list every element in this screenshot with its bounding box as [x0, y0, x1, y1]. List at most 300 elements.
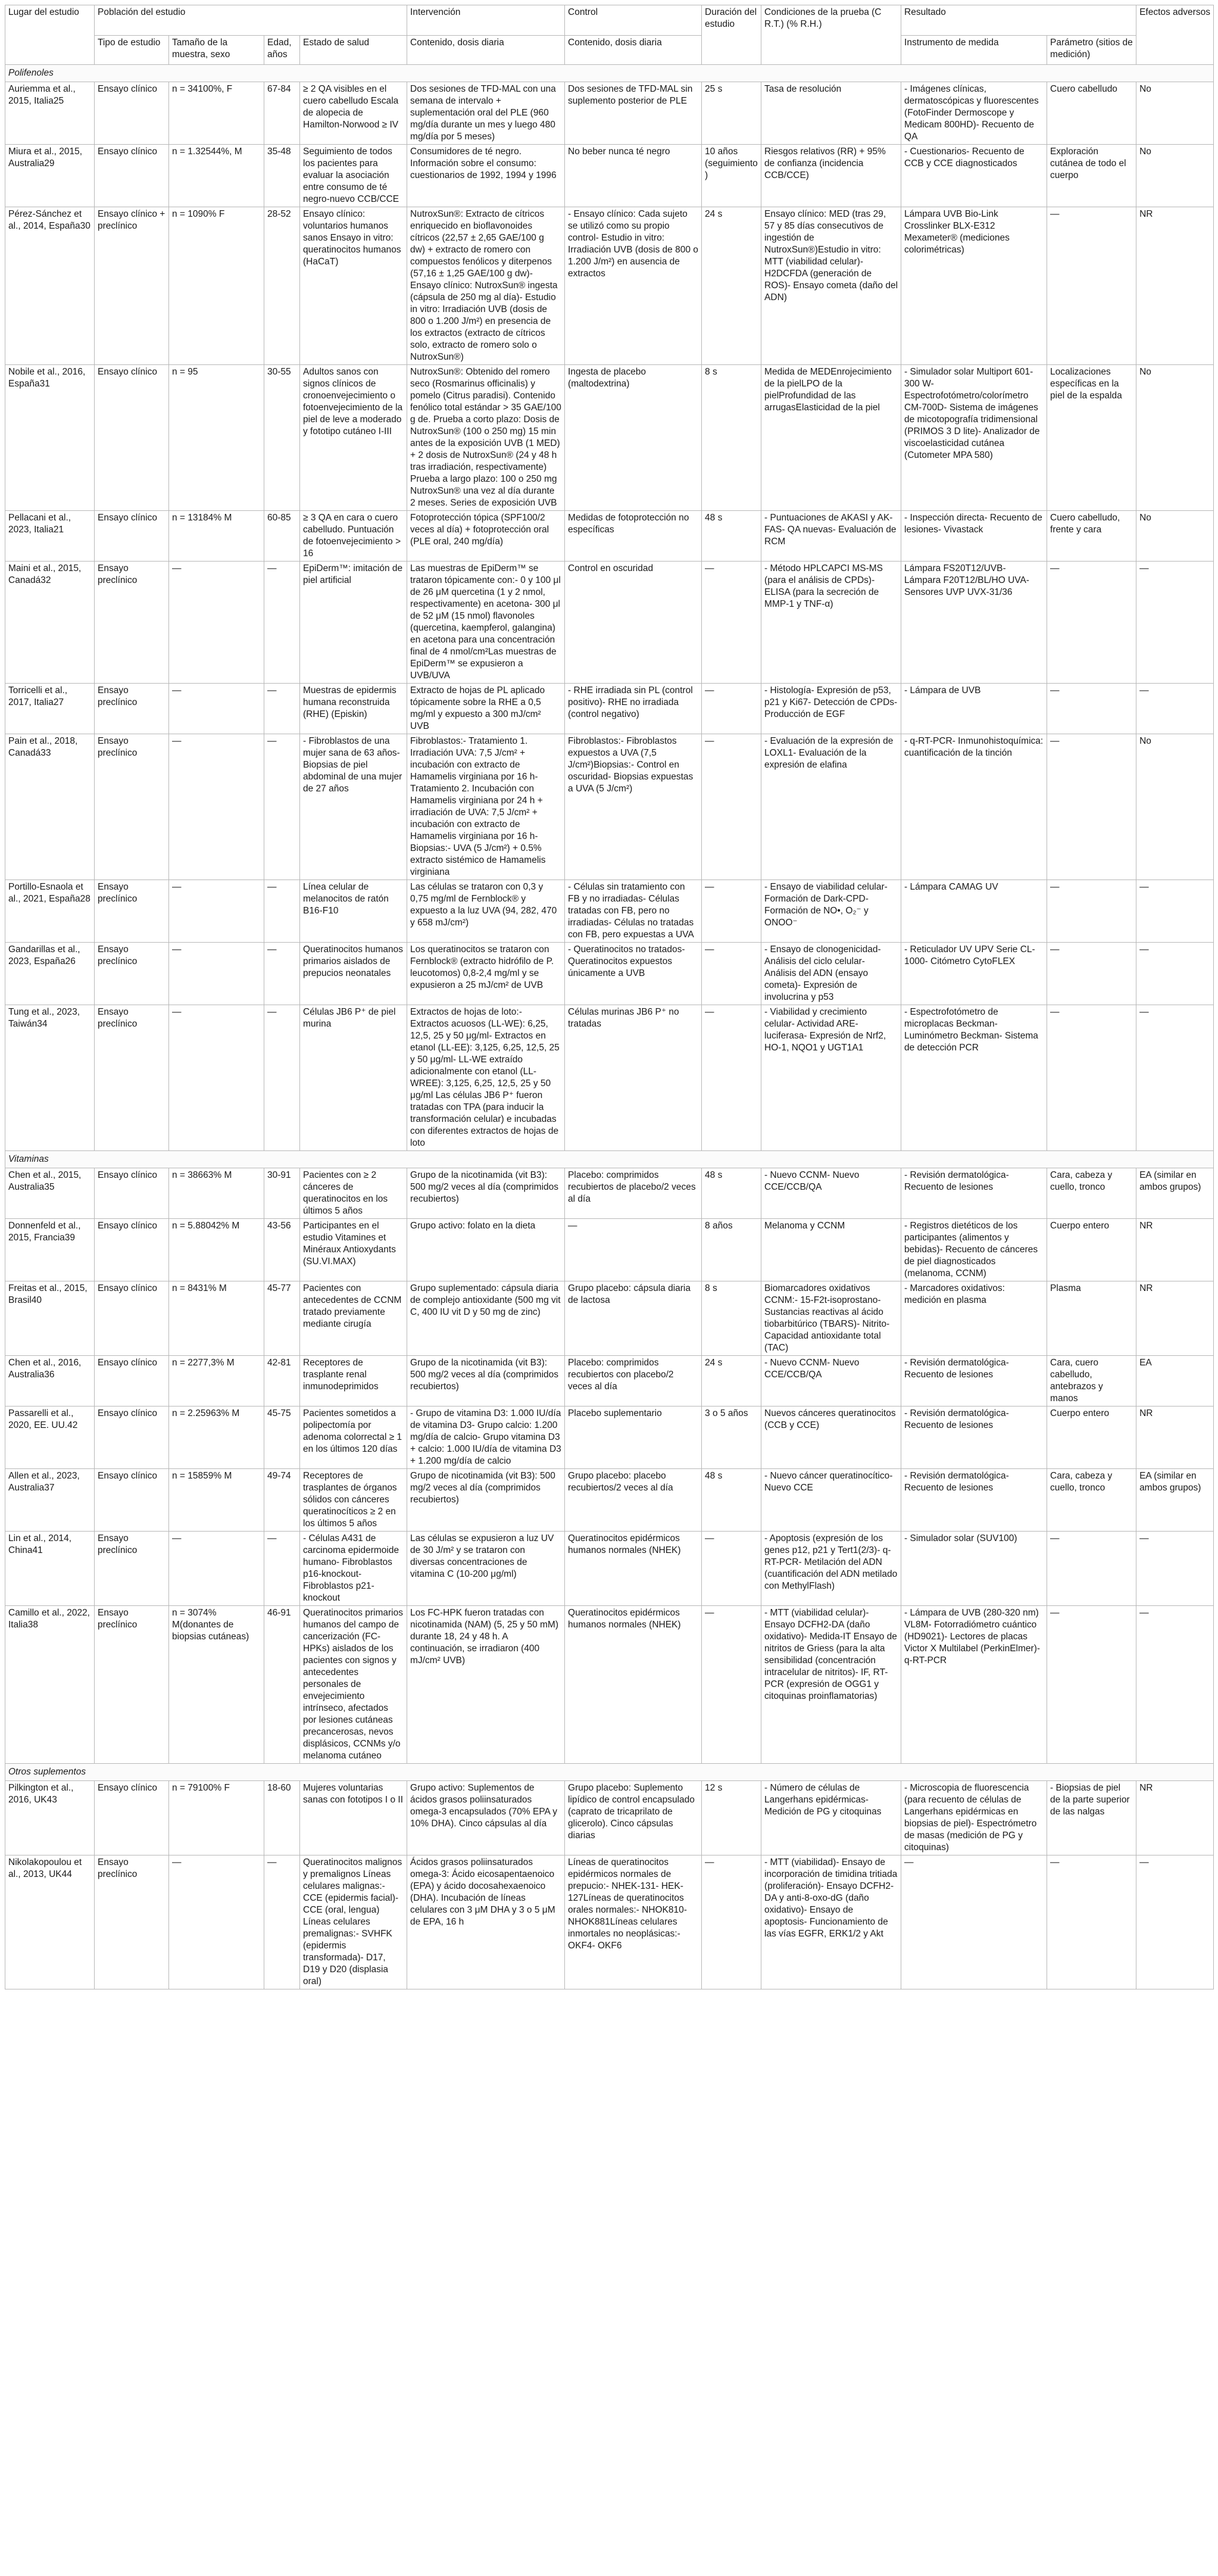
table-cell: Placebo: comprimidos recubiertos con placebo/2 veces al día [565, 1356, 702, 1406]
table-cell: Pilkington et al., 2016, UK43 [5, 1781, 95, 1855]
header-lugar: Lugar del estudio [5, 5, 95, 65]
table-cell: - Viabilidad y crecimiento celular- Actividad ARE-luciferasa- Expresión de Nrf2, HO-1, NQO1 y UGT1A1 [761, 1005, 901, 1151]
table-cell: - Puntuaciones de AKASI y AK-FAS- QA nuevas- Evaluación de RCM [761, 511, 901, 562]
table-cell: — [169, 1532, 264, 1606]
table-cell: Gandarillas et al., 2023, España26 [5, 943, 95, 1005]
table-cell: — [169, 943, 264, 1005]
table-cell: — [264, 684, 300, 734]
table-cell: No [1136, 365, 1214, 511]
table-cell: — [264, 1005, 300, 1151]
table-row [5, 1781, 1214, 1855]
table-row [5, 880, 1214, 943]
table-cell: Medida de MEDEnrojecimiento de la pielLPO de la pielProfundidad de las arrugasElasticidad de la piel [761, 365, 901, 511]
table-cell: — [1136, 943, 1214, 1005]
table-cell: - Cuestionarios- Recuento de CCB y CCE diagnosticados [901, 145, 1047, 207]
table-cell: 48 s [702, 1469, 761, 1532]
table-cell: Pacientes con antecedentes de CCNM tratado previamente mediante cirugía [300, 1281, 407, 1356]
table-cell: 28-52 [264, 207, 300, 365]
table-cell: Cara, cabeza y cuello, tronco [1047, 1168, 1136, 1219]
table-row [5, 1281, 1214, 1356]
table-row [5, 1469, 1214, 1532]
table-cell: - Espectrofotómetro de microplacas Beckman- Luminómetro Beckman- Sistema de detección PCR [901, 1005, 1047, 1151]
table-cell: - Lámpara CAMAG UV [901, 880, 1047, 943]
table-cell: - Reticulador UV UPV Serie CL-1000- Citómetro CytoFLEX [901, 943, 1047, 1005]
table-cell: - Nuevo CCNM- Nuevo CCE/CCB/QA [761, 1168, 901, 1219]
header-resultado: Resultado [901, 5, 1136, 36]
table-cell: - Células sin tratamiento con FB y no irradiadas- Células tratadas con FB, pero no irradiadas- Células no tratadas con FB, pero expuestas a UVA [565, 880, 702, 943]
table-cell: n = 8431% M [169, 1281, 264, 1356]
table-row [5, 1168, 1214, 1219]
table-cell: n = 13184% M [169, 511, 264, 562]
table-cell: 24 s [702, 1356, 761, 1406]
table-cell: — [702, 684, 761, 734]
table-cell: - RHE irradiada sin PL (control positivo)- RHE no irradiada (control negativo) [565, 684, 702, 734]
table-cell: Nuevos cánceres queratinocitos (CCB y CCE) [761, 1406, 901, 1469]
table-cell: Lámpara FS20T12/UVB- Lámpara F20T12/BL/HO UVA- Sensores UVP UVX-31/36 [901, 562, 1047, 684]
table-cell: Pain et al., 2018, Canadá33 [5, 734, 95, 880]
table-cell: 12 s [702, 1781, 761, 1855]
table-cell: - Revisión dermatológica- Recuento de lesiones [901, 1356, 1047, 1406]
table-cell: — [1047, 1005, 1136, 1151]
table-cell: ≥ 3 QA en cara o cuero cabelludo. Puntuación de fotoenvejecimiento > 16 [300, 511, 407, 562]
table-cell: — [1136, 1005, 1214, 1151]
table-cell: - Marcadores oxidativos: medición en plasma [901, 1281, 1047, 1356]
table-cell: 49-74 [264, 1469, 300, 1532]
table-cell: Torricelli et al., 2017, Italia27 [5, 684, 95, 734]
table-cell: NR [1136, 1281, 1214, 1356]
table-row [5, 511, 1214, 562]
header-edad: Edad, años [264, 36, 300, 65]
table-cell: n = 15859% M [169, 1469, 264, 1532]
table-cell: Grupo activo: Suplementos de ácidos grasos poliinsaturados omega-3 encapsulados (70% EPA y 10% DHA). Cinco cápsulas al día [407, 1781, 565, 1855]
table-cell: - Apoptosis (expresión de los genes p12, p21 y Tert1(2/3)- q-RT-PCR- Metilación del ADN (cuantificación del ADN metilado con MethylFlash) [761, 1532, 901, 1606]
table-cell: EA [1136, 1356, 1214, 1406]
table-cell: Queratinocitos epidérmicos humanos normales (NHEK) [565, 1606, 702, 1764]
table-cell: — [702, 1606, 761, 1764]
table-cell: Grupo placebo: cápsula diaria de lactosa [565, 1281, 702, 1356]
header-estado: Estado de salud [300, 36, 407, 65]
table-cell: - Revisión dermatológica- Recuento de lesiones [901, 1168, 1047, 1219]
header-parametro: Parámetro (sitios de medición) [1047, 36, 1136, 65]
table-cell: 24 s [702, 207, 761, 365]
table-cell: Cuerpo entero [1047, 1219, 1136, 1281]
table-cell: Pacientes sometidos a polipectomía por adenoma colorrectal ≥ 1 en los últimos 120 días [300, 1406, 407, 1469]
table-cell: — [1136, 1532, 1214, 1606]
table-cell: Grupo suplementado: cápsula diaria de complejo antioxidante (500 mg vit C, 400 IU vit D y 50 mg de zinc) [407, 1281, 565, 1356]
table-cell: Ensayo preclínico [95, 562, 169, 684]
group-label: Vitaminas [5, 1151, 1214, 1168]
table-cell: - Grupo de vitamina D3: 1.000 IU/día de vitamina D3- Grupo calcio: 1.200 mg/día de calcio- Grupo vitamina D3 + calcio: 1.000 IU/día de vitamina D3 + 1.200 mg/día de calcio [407, 1406, 565, 1469]
table-cell: Passarelli et al., 2020, EE. UU.42 [5, 1406, 95, 1469]
table-cell: NR [1136, 1219, 1214, 1281]
table-cell: Consumidores de té negro. Información sobre el consumo: cuestionarios de 1992, 1994 y 1996 [407, 145, 565, 207]
table-cell: — [264, 880, 300, 943]
table-cell: Riesgos relativos (RR) + 95% de confianza (incidencia CCB/CCE) [761, 145, 901, 207]
table-cell: 10 años (seguimiento) [702, 145, 761, 207]
table-cell: — [1047, 880, 1136, 943]
table-cell: Seguimiento de todos los pacientes para evaluar la asociación entre consumo de té negro-nuevo CCB/CCE [300, 145, 407, 207]
table-cell: - Biopsias de piel de la parte superior de las nalgas [1047, 1781, 1136, 1855]
table-cell: — [1047, 734, 1136, 880]
table-cell: — [565, 1219, 702, 1281]
table-cell: n = 5.88042% M [169, 1219, 264, 1281]
table-cell: Cara, cabeza y cuello, tronco [1047, 1469, 1136, 1532]
table-cell: — [169, 734, 264, 880]
table-cell: — [1136, 880, 1214, 943]
table-cell: NutroxSun®: Obtenido del romero seco (Rosmarinus officinalis) y pomelo (Citrus paradisi). Contenido fenólico total estándar > 35 GAE/100 g de. Prueba a corto plazo: Dosis de NutroxSun® (100 o 250 mg) 15 min antes de la exposición UVB (1 MED) + 2 dosis de NutroxSun® (24 y 48 h tras irradiación, respectivamente) Prueba a largo plazo: 100 o 250 mg NutroxSun® una vez al día durante 2 meses. Series de exposición UVB [407, 365, 565, 511]
table-cell: Queratinocitos malignos y premalignos Líneas celulares malignas:- CCE (epidermis facial)- CCE (oral, lengua) Líneas celulares premalignas:- SVHFK (epidermis transformada)- D17, D19 y D20 (displasia oral) [300, 1855, 407, 1989]
table-row [5, 1855, 1214, 1989]
table-cell: - Fibroblastos de una mujer sana de 63 años- Biopsias de piel abdominal de una mujer de 27 años [300, 734, 407, 880]
table-cell: - Histología- Expresión de p53, p21 y Ki67- Detección de CPDs- Producción de EGF [761, 684, 901, 734]
table-cell: — [702, 1855, 761, 1989]
table-cell: Grupo placebo: Suplemento lipídico de control encapsulado (caprato de tricaprilato de glicerolo). Cinco cápsulas diarias [565, 1781, 702, 1855]
table-cell: — [1136, 684, 1214, 734]
table-cell: Biomarcadores oxidativos CCNM:- 15-F2t-isoprostano- Sustancias reactivas al ácido tiobarbitúrico (TBARS)- Nitrito- Capacidad antioxidante total (TAC) [761, 1281, 901, 1356]
table-cell: n = 3074% M(donantes de biopsias cutáneas) [169, 1606, 264, 1764]
table-cell: — [1047, 943, 1136, 1005]
table-cell: Ensayo clínico [95, 511, 169, 562]
table-cell: 18-60 [264, 1781, 300, 1855]
header-control: Control [565, 5, 702, 36]
table-cell: — [702, 880, 761, 943]
table-cell: - Imágenes clínicas, dermatoscópicas y fluorescentes (FotoFinder Dermoscope y Medicam 800HD)- Recuento de QA [901, 82, 1047, 145]
table-cell: — [702, 1005, 761, 1151]
table-cell: n = 34100%, F [169, 82, 264, 145]
table-cell: Muestras de epidermis humana reconstruida (RHE) (Episkin) [300, 684, 407, 734]
table-cell: Ácidos grasos poliinsaturados omega-3: Ácido eicosapentaenoico (EPA) y ácido docosahexaenoico (DHA). Incubación de líneas celulares con 3 μM DHA y 3 o 5 μM de EPA, 16 h [407, 1855, 565, 1989]
table-cell: - Número de células de Langerhans epidérmicas- Medición de PG y citoquinas [761, 1781, 901, 1855]
table-cell: - Nuevo cáncer queratinocítico- Nuevo CCE [761, 1469, 901, 1532]
header-row-top [5, 5, 1214, 36]
table-cell: Cuero cabelludo [1047, 82, 1136, 145]
table-cell: — [1047, 1855, 1136, 1989]
table-cell: — [169, 684, 264, 734]
table-row [5, 562, 1214, 684]
header-tamano: Tamaño de la muestra, sexo [169, 36, 264, 65]
table-cell: Extracto de hojas de PL aplicado tópicamente sobre la RHE a 0,5 mg/ml y expuesto a 300 mJ/cm² UVB [407, 684, 565, 734]
table-cell: Pacientes con ≥ 2 cánceres de queratinocitos en los últimos 5 años [300, 1168, 407, 1219]
table-cell: Nikolakopoulou et al., 2013, UK44 [5, 1855, 95, 1989]
table-cell: Ensayo preclínico [95, 943, 169, 1005]
table-body [5, 65, 1214, 1989]
table-cell: Grupo de nicotinamida (vit B3): 500 mg/2 veces al día (comprimidos recubiertos) [407, 1469, 565, 1532]
table-cell: 45-77 [264, 1281, 300, 1356]
table-row [5, 82, 1214, 145]
table-cell: Ensayo clínico [95, 365, 169, 511]
table-cell: Ensayo preclínico [95, 1005, 169, 1151]
table-row [5, 1005, 1214, 1151]
table-cell: - MTT (viabilidad)- Ensayo de incorporación de timidina tritiada (proliferación)- Ensayo DCFH2-DA y anti-8-oxo-dG (daño oxidativo)- Ensayo de apoptosis- Funcionamiento de las vías EGFR, ERK1/2 y Akt [761, 1855, 901, 1989]
table-cell: NR [1136, 207, 1214, 365]
table-cell: 46-91 [264, 1606, 300, 1764]
table-cell: Dos sesiones de TFD-MAL con una semana de intervalo + suplementación oral del PLE (960 mg/día durante un mes y luego 480 mg/día por 5 meses) [407, 82, 565, 145]
table-cell: — [1047, 684, 1136, 734]
table-cell: Ensayo clínico: voluntarios humanos sanos Ensayo in vitro: queratinocitos humanos (HaCaT) [300, 207, 407, 365]
table-cell: — [1047, 562, 1136, 684]
table-cell: 30-55 [264, 365, 300, 511]
table-cell: - Revisión dermatológica- Recuento de lesiones [901, 1469, 1047, 1532]
table-cell: — [169, 1005, 264, 1151]
table-row [5, 1606, 1214, 1764]
table-cell: n = 2.25963% M [169, 1406, 264, 1469]
table-row [5, 943, 1214, 1005]
table-cell: Los FC-HPK fueron tratadas con nicotinamida (NAM) (5, 25 y 50 mM) durante 18, 24 y 48 h. A continuación, se irradiaron (400 mJ/cm² UVB) [407, 1606, 565, 1764]
table-cell: - Inspección directa- Recuento de lesiones- Vivastack [901, 511, 1047, 562]
table-cell: 48 s [702, 1168, 761, 1219]
table-cell: No [1136, 511, 1214, 562]
table-cell: — [702, 943, 761, 1005]
table-cell: Fibroblastos:- Tratamiento 1. Irradiación UVA: 7,5 J/cm² + incubación con extracto de Hamamelis virginiana por 16 h- Tratamiento 2. Incubación con Hamamelis virginiana por 24 h + irradiación de UVA: 7,5 J/cm² + incubación con extracto de Hamamelis virginiana por 16 h- Biopsias:- UVA (5 J/cm²) + 0.5% extracto sistémico de Hamamelis virginiana [407, 734, 565, 880]
table-cell: n = 1090% F [169, 207, 264, 365]
table-cell: - Lámpara de UVB [901, 684, 1047, 734]
table-cell: Ensayo clínico [95, 1168, 169, 1219]
table-cell: Allen et al., 2023, Australia37 [5, 1469, 95, 1532]
table-cell: Fotoprotección tópica (SPF100/2 veces al día) + fotoprotección oral (PLE oral, 240 mg/día) [407, 511, 565, 562]
table-cell: Camillo et al., 2022, Italia38 [5, 1606, 95, 1764]
table-cell: Control en oscuridad [565, 562, 702, 684]
table-row [5, 207, 1214, 365]
table-cell: Ensayo clínico [95, 1781, 169, 1855]
table-cell: — [264, 734, 300, 880]
table-cell: Placebo: comprimidos recubiertos de placebo/2 veces al día [565, 1168, 702, 1219]
table-cell: Ensayo clínico [95, 1281, 169, 1356]
header-condiciones: Condiciones de la prueba (C R.T.) (% R.H.) [761, 5, 901, 65]
table-cell: — [1047, 1606, 1136, 1764]
table-cell: Ensayo clínico [95, 1406, 169, 1469]
table-cell: n = 1.32544%, M [169, 145, 264, 207]
header-poblacion: Población del estudio [95, 5, 407, 36]
table-cell: Pérez-Sánchez et al., 2014, España30 [5, 207, 95, 365]
table-cell: No [1136, 145, 1214, 207]
table-cell: Grupo activo: folato en la dieta [407, 1219, 565, 1281]
table-cell: 43-56 [264, 1219, 300, 1281]
group-row [5, 1764, 1214, 1781]
table-cell: Queratinocitos primarios humanos del campo de cancerización (FC-HPKs) aislados de los pacientes con signos y antecedentes personales de envejecimiento intrínseco, afectados por lesiones cutáneas precancerosas, nevos displásicos, CCNMs y/o melanoma cutáneo [300, 1606, 407, 1764]
table-cell: Cara, cuero cabelludo, antebrazos y manos [1047, 1356, 1136, 1406]
table-cell: Células JB6 P⁺ de piel murina [300, 1005, 407, 1151]
table-cell: NR [1136, 1406, 1214, 1469]
table-cell: n = 2277,3% M [169, 1356, 264, 1406]
table-cell: Medidas de fotoprotección no específicas [565, 511, 702, 562]
group-row [5, 1151, 1214, 1168]
table-cell: Línea celular de melanocitos de ratón B16-F10 [300, 880, 407, 943]
table-cell: 48 s [702, 511, 761, 562]
table-cell: 45-75 [264, 1406, 300, 1469]
table-cell: - Evaluación de la expresión de LOXL1- Evaluación de la expresión de elafina [761, 734, 901, 880]
table-cell: No beber nunca té negro [565, 145, 702, 207]
table-cell: — [1136, 1606, 1214, 1764]
header-efectos: Efectos adversos [1136, 5, 1214, 65]
table-cell: Grupo de la nicotinamida (vit B3): 500 mg/2 veces al día (comprimidos recubiertos) [407, 1356, 565, 1406]
table-cell: 8 años [702, 1219, 761, 1281]
table-header [5, 5, 1214, 65]
table-cell: — [264, 1532, 300, 1606]
table-row [5, 1219, 1214, 1281]
table-cell: 67-84 [264, 82, 300, 145]
header-row-sub [5, 36, 1214, 65]
table-cell: Receptores de trasplantes de órganos sólidos con cánceres queratinocíticos ≥ 2 en los últimos 5 años [300, 1469, 407, 1532]
table-row [5, 734, 1214, 880]
table-cell: Miura et al., 2015, Australia29 [5, 145, 95, 207]
table-cell: EA (similar en ambos grupos) [1136, 1469, 1214, 1532]
table-cell: — [1136, 1855, 1214, 1989]
table-cell: Las células se trataron con 0,3 y 0,75 mg/ml de Fernblock® y expuesto a la luz UVA (94, 282, 470 y 658 mJ/cm²) [407, 880, 565, 943]
table-cell: - Simulador solar Multiport 601-300 W- Espectrofotómetro/colorímetro CM-700D- Sistema de imágenes de micotopografía tridimensional (PRIMOS 3 D lite)- Analizador de viscoelasticidad cutánea (Cutometer MPA 580) [901, 365, 1047, 511]
table-cell: - Revisión dermatológica- Recuento de lesiones [901, 1406, 1047, 1469]
table-cell: Los queratinocitos se trataron con Fernblock® (extracto hidrófilo de P. leucotomos) 0,8-2,4 mg/ml y se expusieron a 25 mJ/cm² de UVB [407, 943, 565, 1005]
table-cell: — [702, 1532, 761, 1606]
table-cell: Ensayo preclínico [95, 1855, 169, 1989]
table-cell: — [169, 562, 264, 684]
table-cell: Ensayo preclínico [95, 1532, 169, 1606]
table-cell: Adultos sanos con signos clínicos de cronoenvejecimiento o fotoenvejecimiento de la piel de leve a moderado y fototipo cutáneo I-III [300, 365, 407, 511]
table-cell: EA (similar en ambos grupos) [1136, 1168, 1214, 1219]
table-row [5, 1532, 1214, 1606]
table-row [5, 1406, 1214, 1469]
table-cell: Chen et al., 2015, Australia35 [5, 1168, 95, 1219]
table-cell: Queratinocitos epidérmicos humanos normales (NHEK) [565, 1532, 702, 1606]
table-cell: Plasma [1047, 1281, 1136, 1356]
table-row [5, 365, 1214, 511]
table-cell: - Método HPLCAPCI MS-MS (para el análisis de CPDs)- ELISA (para la secreción de MMP-1 y TNF-α) [761, 562, 901, 684]
table-cell: - Queratinocitos no tratados- Queratinocitos expuestos únicamente a UVB [565, 943, 702, 1005]
table-cell: Ensayo clínico [95, 82, 169, 145]
table-cell: Fibroblastos:- Fibroblastos expuestos a UVA (7,5 J/cm²)Biopsias:- Control en oscuridad- Biopsias expuestas a UVA (5 J/cm²) [565, 734, 702, 880]
table-cell: 35-48 [264, 145, 300, 207]
header-duracion: Duración del estudio [702, 5, 761, 65]
table-cell: n = 79100% F [169, 1781, 264, 1855]
table-cell: Tung et al., 2023, Taiwán34 [5, 1005, 95, 1151]
table-cell: Auriemma et al., 2015, Italia25 [5, 82, 95, 145]
table-cell: Lin et al., 2014, China41 [5, 1532, 95, 1606]
table-cell: Extractos de hojas de loto:- Extractos acuosos (LL-WE): 6,25, 12,5, 25 y 50 μg/ml- Extractos en etanol (LL-EE): 3,125, 6,25, 12,5, 25 y 50 μg/ml- LL-WE extraído adicionalmente con etanol (LL-WREE): 3,125, 6,25, 12,5, 25 y 50 μg/ml Las células JB6 P⁺ fueron tratadas con TPA (para inducir la transformación celular) e incubadas con diferentes extractos de hojas de loto [407, 1005, 565, 1151]
table-cell: 3 o 5 años [702, 1406, 761, 1469]
table-cell: — [169, 1855, 264, 1989]
header-control-contenido: Contenido, dosis diaria [565, 36, 702, 65]
table-cell: Portillo-Esnaola et al., 2021, España28 [5, 880, 95, 943]
table-cell: Cuero cabelludo, frente y cara [1047, 511, 1136, 562]
table-cell: 25 s [702, 82, 761, 145]
study-table [5, 5, 1214, 1989]
table-cell: NutroxSun®: Extracto de cítricos enriquecido en bioflavonoides cítricos (22,57 ± 2,65 GAE/100 g dw) + extracto de romero con compuestos fenólicos y diterpenos (57,16 ± 1,25 GAE/100 g dw)- Ensayo clínico: NutroxSun® ingesta (cápsula de 250 mg al día)- Estudio in vitro: Irradiación UVB (dosis de 800 o 1.200 J/m²) en presencia de los extractos (extracto de cítricos solo, extracto de romero solo o NutroxSun®) [407, 207, 565, 365]
table-cell: 8 s [702, 1281, 761, 1356]
table-cell: — [264, 943, 300, 1005]
table-cell: Ensayo clínico: MED (tras 29, 57 y 85 días consecutivos de ingestión de NutroxSun®)Estudio in vitro: MTT (viabilidad celular)- H2DCFDA (generación de ROS)- Ensayo cometa (daño del ADN) [761, 207, 901, 365]
table-cell: 8 s [702, 365, 761, 511]
table-cell: Receptores de trasplante renal inmunodeprimidos [300, 1356, 407, 1406]
table-cell: — [1136, 562, 1214, 684]
table-cell: - Ensayo clínico: Cada sujeto se utilizó como su propio control- Estudio in vitro: Irradiación UVB (dosis de 800 o 1.200 J/m²) en ausencia de extractos [565, 207, 702, 365]
table-cell: Maini et al., 2015, Canadá32 [5, 562, 95, 684]
table-cell: — [1047, 207, 1136, 365]
table-cell: Ensayo preclínico [95, 880, 169, 943]
table-cell: Las muestras de EpiDerm™ se trataron tópicamente con:- 0 y 100 μl de 26 μM quercetina (1 y 2 nmol, respectivamente) en acetona- 300 μl de 52 μM (15 nmol) flavonoles (quercetina, kaempferol, galangina) en acetona para una concentración final de 4 nmol/cm²Las muestras de EpiDerm™ se expusieron a UVB/UVA [407, 562, 565, 684]
table-cell: Ensayo clínico [95, 145, 169, 207]
table-cell: Chen et al., 2016, Australia36 [5, 1356, 95, 1406]
table-cell: 30-91 [264, 1168, 300, 1219]
table-cell: — [702, 734, 761, 880]
table-cell: — [702, 562, 761, 684]
table-cell: - q-RT-PCR- Inmunohistoquímica: cuantificación de la tinción [901, 734, 1047, 880]
table-cell: Ensayo preclínico [95, 734, 169, 880]
table-cell: - Nuevo CCNM- Nuevo CCE/CCB/QA [761, 1356, 901, 1406]
table-cell: Ensayo clínico + preclínico [95, 207, 169, 365]
table-cell: NR [1136, 1781, 1214, 1855]
table-cell: Grupo de la nicotinamida (vit B3): 500 mg/2 veces al día (comprimidos recubiertos) [407, 1168, 565, 1219]
table-cell: — [169, 880, 264, 943]
table-cell: - Simulador solar (SUV100) [901, 1532, 1047, 1606]
table-cell: 42-81 [264, 1356, 300, 1406]
group-label: Otros suplementos [5, 1764, 1214, 1781]
table-cell: Queratinocitos humanos primarios aislados de prepucios neonatales [300, 943, 407, 1005]
table-row [5, 145, 1214, 207]
table-cell: — [264, 1855, 300, 1989]
table-cell: Las células se expusieron a luz UV de 30 J/m² y se trataron con diversas concentraciones de vitamina C (10-200 μg/ml) [407, 1532, 565, 1606]
header-intervencion: Intervención [407, 5, 565, 36]
header-instrumento: Instrumento de medida [901, 36, 1047, 65]
table-cell: - Lámpara de UVB (280-320 nm) VL8M- Fotorradiómetro cuántico (HD9021)- Lectores de placas Victor X Multilabel (PerkinElmer)- q-RT-PCR [901, 1606, 1047, 1764]
table-cell: Placebo suplementario [565, 1406, 702, 1469]
table-cell: Pellacani et al., 2023, Italia21 [5, 511, 95, 562]
table-cell: - Ensayo de clonogenicidad- Análisis del ciclo celular- Análisis del ADN (ensayo cometa)- Expresión de involucrina y p53 [761, 943, 901, 1005]
table-cell: Ensayo clínico [95, 1219, 169, 1281]
table-cell: ≥ 2 QA visibles en el cuero cabelludo Escala de alopecia de Hamilton-Norwood ≥ IV [300, 82, 407, 145]
table-cell: Ingesta de placebo (maltodextrina) [565, 365, 702, 511]
table-cell: 60-85 [264, 511, 300, 562]
table-row [5, 684, 1214, 734]
header-tipo: Tipo de estudio [95, 36, 169, 65]
header-intervencion-contenido: Contenido, dosis diaria [407, 36, 565, 65]
table-cell: Ensayo clínico [95, 1469, 169, 1532]
table-cell: Ensayo preclínico [95, 1606, 169, 1764]
table-cell: Líneas de queratinocitos epidérmicos normales de prepucio:- NHEK-131- HEK-127Líneas de queratinocitos orales normales:- NHOK810- NHOK881Líneas celulares inmortales no neoplásicas:- OKF4- OKF6 [565, 1855, 702, 1989]
table-cell: — [264, 562, 300, 684]
table-cell: No [1136, 82, 1214, 145]
table-cell: - Registros dietéticos de los participantes (alimentos y bebidas)- Recuento de cánceres de piel diagnosticados (melanoma, CCNM) [901, 1219, 1047, 1281]
table-cell: — [901, 1855, 1047, 1989]
table-cell: No [1136, 734, 1214, 880]
group-label: Polifenoles [5, 65, 1214, 82]
table-cell: Nobile et al., 2016, España31 [5, 365, 95, 511]
table-cell: Donnenfeld et al., 2015, Francia39 [5, 1219, 95, 1281]
table-cell: Lámpara UVB Bio-Link Crosslinker BLX-E312 Mexameter® (mediciones colorimétricas) [901, 207, 1047, 365]
table-cell: Grupo placebo: placebo recubiertos/2 veces al día [565, 1469, 702, 1532]
table-cell: Dos sesiones de TFD-MAL sin suplemento posterior de PLE [565, 82, 702, 145]
group-row [5, 65, 1214, 82]
table-cell: Melanoma y CCNM [761, 1219, 901, 1281]
table-cell: - Células A431 de carcinoma epidermoide humano- Fibroblastos p16-knockout- Fibroblastos p21-knockout [300, 1532, 407, 1606]
table-cell: Células murinas JB6 P⁺ no tratadas [565, 1005, 702, 1151]
table-cell: EpiDerm™: imitación de piel artificial [300, 562, 407, 684]
table-row [5, 1356, 1214, 1406]
table-cell: - MTT (viabilidad celular)- Ensayo DCFH2-DA (daño oxidativo)- Medida-IT Ensayo de nitritos de Griess (para la alta sensibilidad (concentración intracelular de nitritos)- IF, RT-PCR (expresión de OGG1 y citoquinas proinflamatorias) [761, 1606, 901, 1764]
table-cell: Localizaciones específicas en la piel de la espalda [1047, 365, 1136, 511]
table-cell: n = 95 [169, 365, 264, 511]
table-cell: Mujeres voluntarias sanas con fototipos I o II [300, 1781, 407, 1855]
table-cell: Participantes en el estudio Vitamines et Minéraux Antioxydants (SU.VI.MAX) [300, 1219, 407, 1281]
table-cell: n = 38663% M [169, 1168, 264, 1219]
table-cell: - Microscopia de fluorescencia (para recuento de células de Langerhans epidérmicas en biopsias de piel)- Espectrómetro de masas (medición de PG y citoquinas) [901, 1781, 1047, 1855]
table-cell: Ensayo preclínico [95, 684, 169, 734]
table-cell: Tasa de resolución [761, 82, 901, 145]
table-cell: - Ensayo de viabilidad celular- Formación de Dark-CPD- Formación de NO•, O₂⁻ y ONOO⁻ [761, 880, 901, 943]
table-cell: — [1047, 1532, 1136, 1606]
table-cell: Freitas et al., 2015, Brasil40 [5, 1281, 95, 1356]
table-cell: Exploración cutánea de todo el cuerpo [1047, 145, 1136, 207]
table-cell: Ensayo clínico [95, 1356, 169, 1406]
table-cell: Cuerpo entero [1047, 1406, 1136, 1469]
